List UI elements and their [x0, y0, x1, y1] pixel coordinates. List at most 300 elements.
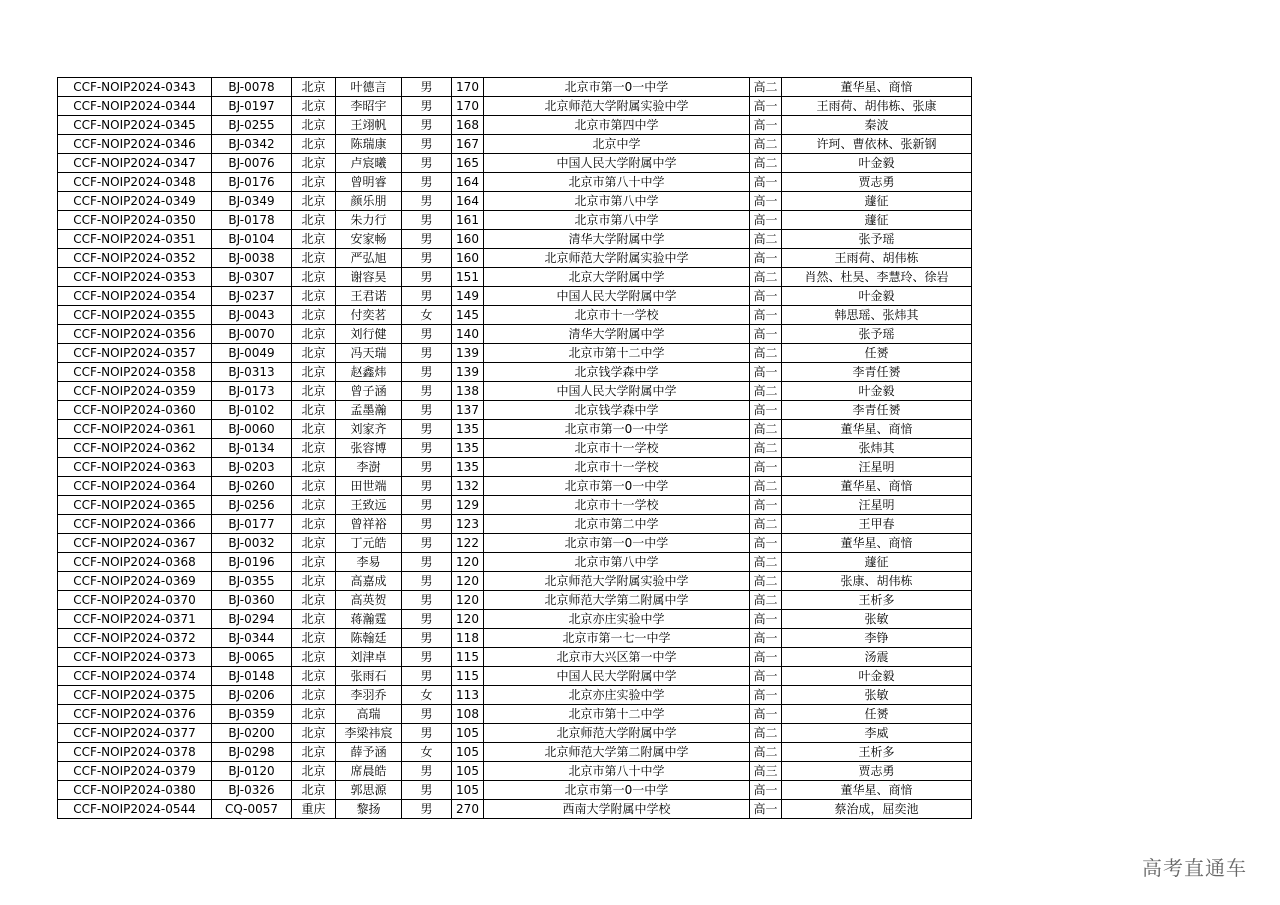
cell-province: 北京 — [292, 686, 336, 705]
cell-gender: 女 — [402, 743, 452, 762]
cell-candidate-id: BJ-0237 — [212, 287, 292, 306]
cell-coach: 汪星明 — [782, 496, 972, 515]
cell-name: 李昭宇 — [336, 97, 402, 116]
cell-name: 丁元皓 — [336, 534, 402, 553]
table-row — [58, 458, 972, 477]
cell-score: 135 — [452, 458, 484, 477]
cell-coach: 董华星、商愔 — [782, 534, 972, 553]
cell-province: 北京 — [292, 344, 336, 363]
cell-grade: 高一 — [750, 705, 782, 724]
cell-province: 北京 — [292, 591, 336, 610]
cell-province: 北京 — [292, 173, 336, 192]
cell-school: 北京市第八十中学 — [484, 173, 750, 192]
cell-school: 北京市第一0一中学 — [484, 78, 750, 97]
cell-score: 129 — [452, 496, 484, 515]
table-row — [58, 667, 972, 686]
cell-coach: 任赟 — [782, 344, 972, 363]
cell-coach: 张敏 — [782, 610, 972, 629]
cell-score: 170 — [452, 78, 484, 97]
cell-gender: 男 — [402, 135, 452, 154]
table-row — [58, 382, 972, 401]
cell-province: 北京 — [292, 230, 336, 249]
cell-province: 北京 — [292, 724, 336, 743]
cell-score: 151 — [452, 268, 484, 287]
cell-score: 149 — [452, 287, 484, 306]
cell-score: 105 — [452, 724, 484, 743]
cell-candidate-id: CQ-0057 — [212, 800, 292, 819]
cell-name: 席晨皓 — [336, 762, 402, 781]
cell-score: 139 — [452, 363, 484, 382]
cell-coach: 王析多 — [782, 743, 972, 762]
cell-coach: 蘧征 — [782, 553, 972, 572]
cell-school: 北京市第八中学 — [484, 211, 750, 230]
cell-grade: 高二 — [750, 230, 782, 249]
table-row — [58, 420, 972, 439]
cell-coach: 贾志勇 — [782, 173, 972, 192]
cell-contest-id: CCF-NOIP2024-0375 — [58, 686, 212, 705]
cell-candidate-id: BJ-0060 — [212, 420, 292, 439]
cell-name: 安家畅 — [336, 230, 402, 249]
cell-candidate-id: BJ-0260 — [212, 477, 292, 496]
cell-gender: 男 — [402, 382, 452, 401]
cell-grade: 高三 — [750, 762, 782, 781]
cell-candidate-id: BJ-0307 — [212, 268, 292, 287]
cell-name: 曾明睿 — [336, 173, 402, 192]
cell-gender: 男 — [402, 458, 452, 477]
cell-school: 北京市第十二中学 — [484, 705, 750, 724]
cell-contest-id: CCF-NOIP2024-0366 — [58, 515, 212, 534]
cell-gender: 男 — [402, 610, 452, 629]
cell-name: 李易 — [336, 553, 402, 572]
cell-gender: 男 — [402, 249, 452, 268]
cell-score: 164 — [452, 173, 484, 192]
cell-name: 蒋瀚霆 — [336, 610, 402, 629]
cell-school: 北京市大兴区第一中学 — [484, 648, 750, 667]
table-row — [58, 629, 972, 648]
cell-grade: 高一 — [750, 401, 782, 420]
cell-candidate-id: BJ-0043 — [212, 306, 292, 325]
table-row — [58, 135, 972, 154]
cell-name: 曾祥裕 — [336, 515, 402, 534]
cell-name: 谢容昊 — [336, 268, 402, 287]
cell-contest-id: CCF-NOIP2024-0363 — [58, 458, 212, 477]
cell-candidate-id: BJ-0256 — [212, 496, 292, 515]
cell-contest-id: CCF-NOIP2024-0377 — [58, 724, 212, 743]
cell-province: 北京 — [292, 211, 336, 230]
cell-name: 田世端 — [336, 477, 402, 496]
cell-coach: 王雨荷、胡伟栋 — [782, 249, 972, 268]
cell-contest-id: CCF-NOIP2024-0364 — [58, 477, 212, 496]
cell-coach: 王雨荷、胡伟栋、张康 — [782, 97, 972, 116]
cell-province: 北京 — [292, 287, 336, 306]
cell-contest-id: CCF-NOIP2024-0349 — [58, 192, 212, 211]
cell-coach: 李铮 — [782, 629, 972, 648]
cell-score: 115 — [452, 648, 484, 667]
cell-province: 北京 — [292, 97, 336, 116]
cell-candidate-id: BJ-0294 — [212, 610, 292, 629]
cell-coach: 董华星、商愔 — [782, 781, 972, 800]
cell-candidate-id: BJ-0065 — [212, 648, 292, 667]
cell-grade: 高一 — [750, 97, 782, 116]
cell-name: 颜乐朋 — [336, 192, 402, 211]
cell-candidate-id: BJ-0102 — [212, 401, 292, 420]
table-row — [58, 553, 972, 572]
cell-candidate-id: BJ-0177 — [212, 515, 292, 534]
cell-candidate-id: BJ-0076 — [212, 154, 292, 173]
table-row — [58, 496, 972, 515]
cell-gender: 男 — [402, 192, 452, 211]
cell-school: 北京师范大学第二附属中学 — [484, 591, 750, 610]
table-row — [58, 648, 972, 667]
cell-coach: 许珂、曹依林、张新钢 — [782, 135, 972, 154]
cell-province: 北京 — [292, 135, 336, 154]
cell-name: 张容博 — [336, 439, 402, 458]
cell-school: 北京市第十二中学 — [484, 344, 750, 363]
table-row — [58, 325, 972, 344]
cell-score: 132 — [452, 477, 484, 496]
cell-grade: 高二 — [750, 591, 782, 610]
cell-grade: 高二 — [750, 477, 782, 496]
cell-province: 北京 — [292, 553, 336, 572]
cell-school: 北京市第一七一中学 — [484, 629, 750, 648]
cell-name: 朱力行 — [336, 211, 402, 230]
cell-coach: 董华星、商愔 — [782, 78, 972, 97]
cell-score: 105 — [452, 743, 484, 762]
cell-grade: 高一 — [750, 496, 782, 515]
cell-school: 北京市第一0一中学 — [484, 477, 750, 496]
cell-coach: 蔡治成，屈奕池 — [782, 800, 972, 819]
results-table-body — [58, 78, 972, 819]
cell-name: 付奕茗 — [336, 306, 402, 325]
cell-grade: 高一 — [750, 534, 782, 553]
cell-candidate-id: BJ-0203 — [212, 458, 292, 477]
cell-contest-id: CCF-NOIP2024-0357 — [58, 344, 212, 363]
cell-score: 160 — [452, 230, 484, 249]
cell-gender: 男 — [402, 591, 452, 610]
table-row — [58, 477, 972, 496]
cell-contest-id: CCF-NOIP2024-0378 — [58, 743, 212, 762]
cell-candidate-id: BJ-0070 — [212, 325, 292, 344]
cell-grade: 高一 — [750, 249, 782, 268]
table-row — [58, 705, 972, 724]
cell-grade: 高一 — [750, 325, 782, 344]
cell-contest-id: CCF-NOIP2024-0348 — [58, 173, 212, 192]
cell-contest-id: CCF-NOIP2024-0371 — [58, 610, 212, 629]
cell-grade: 高二 — [750, 268, 782, 287]
cell-score: 160 — [452, 249, 484, 268]
cell-candidate-id: BJ-0120 — [212, 762, 292, 781]
cell-candidate-id: BJ-0206 — [212, 686, 292, 705]
cell-school: 西南大学附属中学校 — [484, 800, 750, 819]
cell-candidate-id: BJ-0134 — [212, 439, 292, 458]
cell-coach: 董华星、商愔 — [782, 420, 972, 439]
cell-gender: 男 — [402, 287, 452, 306]
cell-grade: 高一 — [750, 287, 782, 306]
table-row — [58, 211, 972, 230]
cell-province: 北京 — [292, 325, 336, 344]
cell-province: 北京 — [292, 458, 336, 477]
cell-contest-id: CCF-NOIP2024-0354 — [58, 287, 212, 306]
cell-candidate-id: BJ-0104 — [212, 230, 292, 249]
cell-name: 卢宸曦 — [336, 154, 402, 173]
table-row — [58, 230, 972, 249]
cell-province: 北京 — [292, 705, 336, 724]
cell-school: 北京市第二中学 — [484, 515, 750, 534]
cell-score: 120 — [452, 553, 484, 572]
cell-coach: 汪星明 — [782, 458, 972, 477]
cell-gender: 男 — [402, 211, 452, 230]
cell-gender: 男 — [402, 344, 452, 363]
table-row — [58, 439, 972, 458]
watermark-text: 高考直通车 — [1142, 856, 1247, 880]
cell-school: 中国人民大学附属中学 — [484, 667, 750, 686]
cell-score: 113 — [452, 686, 484, 705]
cell-contest-id: CCF-NOIP2024-0376 — [58, 705, 212, 724]
cell-school: 北京师范大学附属实验中学 — [484, 97, 750, 116]
cell-school: 北京市十一学校 — [484, 439, 750, 458]
cell-school: 北京市第一0一中学 — [484, 781, 750, 800]
cell-grade: 高二 — [750, 154, 782, 173]
cell-contest-id: CCF-NOIP2024-0362 — [58, 439, 212, 458]
cell-name: 李梁祎宸 — [336, 724, 402, 743]
cell-score: 120 — [452, 572, 484, 591]
cell-name: 李羽乔 — [336, 686, 402, 705]
cell-candidate-id: BJ-0313 — [212, 363, 292, 382]
cell-contest-id: CCF-NOIP2024-0344 — [58, 97, 212, 116]
cell-score: 122 — [452, 534, 484, 553]
cell-grade: 高二 — [750, 420, 782, 439]
cell-province: 北京 — [292, 477, 336, 496]
table-row — [58, 78, 972, 97]
cell-gender: 男 — [402, 97, 452, 116]
cell-contest-id: CCF-NOIP2024-0544 — [58, 800, 212, 819]
cell-grade: 高二 — [750, 344, 782, 363]
cell-candidate-id: BJ-0344 — [212, 629, 292, 648]
table-row — [58, 287, 972, 306]
table-row — [58, 686, 972, 705]
cell-candidate-id: BJ-0349 — [212, 192, 292, 211]
cell-grade: 高一 — [750, 458, 782, 477]
cell-coach: 蘧征 — [782, 192, 972, 211]
cell-gender: 男 — [402, 401, 452, 420]
cell-name: 刘行健 — [336, 325, 402, 344]
cell-coach: 董华星、商愔 — [782, 477, 972, 496]
cell-contest-id: CCF-NOIP2024-0365 — [58, 496, 212, 515]
cell-grade: 高二 — [750, 135, 782, 154]
cell-coach: 肖然、杜昊、李慧玲、徐岩 — [782, 268, 972, 287]
table-row — [58, 724, 972, 743]
cell-grade: 高一 — [750, 610, 782, 629]
cell-province: 北京 — [292, 249, 336, 268]
cell-coach: 贾志勇 — [782, 762, 972, 781]
cell-school: 北京中学 — [484, 135, 750, 154]
cell-contest-id: CCF-NOIP2024-0367 — [58, 534, 212, 553]
cell-score: 118 — [452, 629, 484, 648]
cell-coach: 叶金毅 — [782, 667, 972, 686]
cell-gender: 男 — [402, 268, 452, 287]
cell-gender: 男 — [402, 515, 452, 534]
cell-gender: 男 — [402, 629, 452, 648]
cell-school: 北京亦庄实验中学 — [484, 686, 750, 705]
cell-school: 清华大学附属中学 — [484, 325, 750, 344]
cell-candidate-id: BJ-0298 — [212, 743, 292, 762]
cell-school: 北京大学附属中学 — [484, 268, 750, 287]
cell-province: 北京 — [292, 78, 336, 97]
cell-gender: 女 — [402, 686, 452, 705]
cell-score: 135 — [452, 420, 484, 439]
cell-school: 北京市第八中学 — [484, 192, 750, 211]
cell-candidate-id: BJ-0049 — [212, 344, 292, 363]
cell-contest-id: CCF-NOIP2024-0374 — [58, 667, 212, 686]
cell-province: 北京 — [292, 762, 336, 781]
cell-name: 陈翰廷 — [336, 629, 402, 648]
cell-gender: 男 — [402, 420, 452, 439]
cell-candidate-id: BJ-0355 — [212, 572, 292, 591]
cell-school: 北京市第一0一中学 — [484, 420, 750, 439]
cell-name: 曾子涵 — [336, 382, 402, 401]
cell-candidate-id: BJ-0078 — [212, 78, 292, 97]
cell-contest-id: CCF-NOIP2024-0379 — [58, 762, 212, 781]
cell-contest-id: CCF-NOIP2024-0369 — [58, 572, 212, 591]
cell-candidate-id: BJ-0200 — [212, 724, 292, 743]
cell-name: 刘津卓 — [336, 648, 402, 667]
table-row — [58, 192, 972, 211]
cell-grade: 高二 — [750, 724, 782, 743]
cell-candidate-id: BJ-0038 — [212, 249, 292, 268]
cell-gender: 男 — [402, 781, 452, 800]
table-row — [58, 591, 972, 610]
cell-gender: 男 — [402, 363, 452, 382]
cell-contest-id: CCF-NOIP2024-0356 — [58, 325, 212, 344]
cell-gender: 女 — [402, 306, 452, 325]
cell-name: 黎扬 — [336, 800, 402, 819]
cell-name: 高嘉成 — [336, 572, 402, 591]
cell-school: 北京钱学森中学 — [484, 363, 750, 382]
cell-gender: 男 — [402, 173, 452, 192]
cell-candidate-id: BJ-0360 — [212, 591, 292, 610]
cell-gender: 男 — [402, 78, 452, 97]
cell-score: 140 — [452, 325, 484, 344]
cell-score: 167 — [452, 135, 484, 154]
cell-gender: 男 — [402, 800, 452, 819]
cell-gender: 男 — [402, 705, 452, 724]
cell-candidate-id: BJ-0255 — [212, 116, 292, 135]
cell-province: 北京 — [292, 154, 336, 173]
cell-score: 105 — [452, 762, 484, 781]
cell-province: 北京 — [292, 116, 336, 135]
cell-score: 120 — [452, 591, 484, 610]
cell-school: 中国人民大学附属中学 — [484, 287, 750, 306]
table-row — [58, 306, 972, 325]
cell-coach: 叶金毅 — [782, 154, 972, 173]
results-table — [57, 77, 972, 819]
cell-contest-id: CCF-NOIP2024-0380 — [58, 781, 212, 800]
cell-province: 北京 — [292, 192, 336, 211]
cell-name: 郭思源 — [336, 781, 402, 800]
cell-gender: 男 — [402, 439, 452, 458]
cell-score: 139 — [452, 344, 484, 363]
cell-contest-id: CCF-NOIP2024-0360 — [58, 401, 212, 420]
cell-name: 陈瑞康 — [336, 135, 402, 154]
cell-school: 北京师范大学附属实验中学 — [484, 249, 750, 268]
cell-province: 北京 — [292, 610, 336, 629]
cell-score: 123 — [452, 515, 484, 534]
cell-gender: 男 — [402, 572, 452, 591]
cell-score: 105 — [452, 781, 484, 800]
cell-school: 北京市十一学校 — [484, 306, 750, 325]
cell-coach: 张康、胡伟栋 — [782, 572, 972, 591]
cell-candidate-id: BJ-0326 — [212, 781, 292, 800]
table-row — [58, 743, 972, 762]
cell-contest-id: CCF-NOIP2024-0343 — [58, 78, 212, 97]
cell-grade: 高二 — [750, 515, 782, 534]
table-row — [58, 97, 972, 116]
cell-gender: 男 — [402, 724, 452, 743]
cell-score: 168 — [452, 116, 484, 135]
cell-name: 孟墨瀚 — [336, 401, 402, 420]
table-row — [58, 344, 972, 363]
cell-province: 北京 — [292, 743, 336, 762]
cell-contest-id: CCF-NOIP2024-0345 — [58, 116, 212, 135]
cell-contest-id: CCF-NOIP2024-0373 — [58, 648, 212, 667]
cell-grade: 高二 — [750, 382, 782, 401]
cell-candidate-id: BJ-0196 — [212, 553, 292, 572]
table-row — [58, 401, 972, 420]
cell-grade: 高一 — [750, 306, 782, 325]
cell-name: 叶德言 — [336, 78, 402, 97]
cell-candidate-id: BJ-0359 — [212, 705, 292, 724]
cell-grade: 高一 — [750, 629, 782, 648]
cell-grade: 高二 — [750, 78, 782, 97]
cell-grade: 高一 — [750, 363, 782, 382]
cell-gender: 男 — [402, 116, 452, 135]
cell-name: 张雨石 — [336, 667, 402, 686]
cell-school: 中国人民大学附属中学 — [484, 154, 750, 173]
cell-school: 北京师范大学附属中学 — [484, 724, 750, 743]
cell-contest-id: CCF-NOIP2024-0353 — [58, 268, 212, 287]
cell-name: 高英贺 — [336, 591, 402, 610]
cell-contest-id: CCF-NOIP2024-0350 — [58, 211, 212, 230]
cell-name: 薛予涵 — [336, 743, 402, 762]
cell-coach: 张予瑶 — [782, 230, 972, 249]
cell-province: 北京 — [292, 382, 336, 401]
cell-coach: 任赟 — [782, 705, 972, 724]
cell-score: 135 — [452, 439, 484, 458]
cell-name: 王致远 — [336, 496, 402, 515]
cell-contest-id: CCF-NOIP2024-0347 — [58, 154, 212, 173]
cell-school: 北京市第四中学 — [484, 116, 750, 135]
table-row — [58, 781, 972, 800]
table-row — [58, 249, 972, 268]
cell-school: 北京市十一学校 — [484, 496, 750, 515]
cell-province: 北京 — [292, 667, 336, 686]
cell-province: 北京 — [292, 648, 336, 667]
cell-candidate-id: BJ-0176 — [212, 173, 292, 192]
cell-province: 重庆 — [292, 800, 336, 819]
table-row — [58, 268, 972, 287]
cell-school: 北京师范大学第二附属中学 — [484, 743, 750, 762]
cell-grade: 高二 — [750, 572, 782, 591]
cell-gender: 男 — [402, 553, 452, 572]
table-row — [58, 534, 972, 553]
cell-coach: 张敏 — [782, 686, 972, 705]
cell-contest-id: CCF-NOIP2024-0351 — [58, 230, 212, 249]
cell-gender: 男 — [402, 496, 452, 515]
cell-coach: 王析多 — [782, 591, 972, 610]
cell-grade: 高一 — [750, 686, 782, 705]
table-row — [58, 762, 972, 781]
cell-candidate-id: BJ-0148 — [212, 667, 292, 686]
